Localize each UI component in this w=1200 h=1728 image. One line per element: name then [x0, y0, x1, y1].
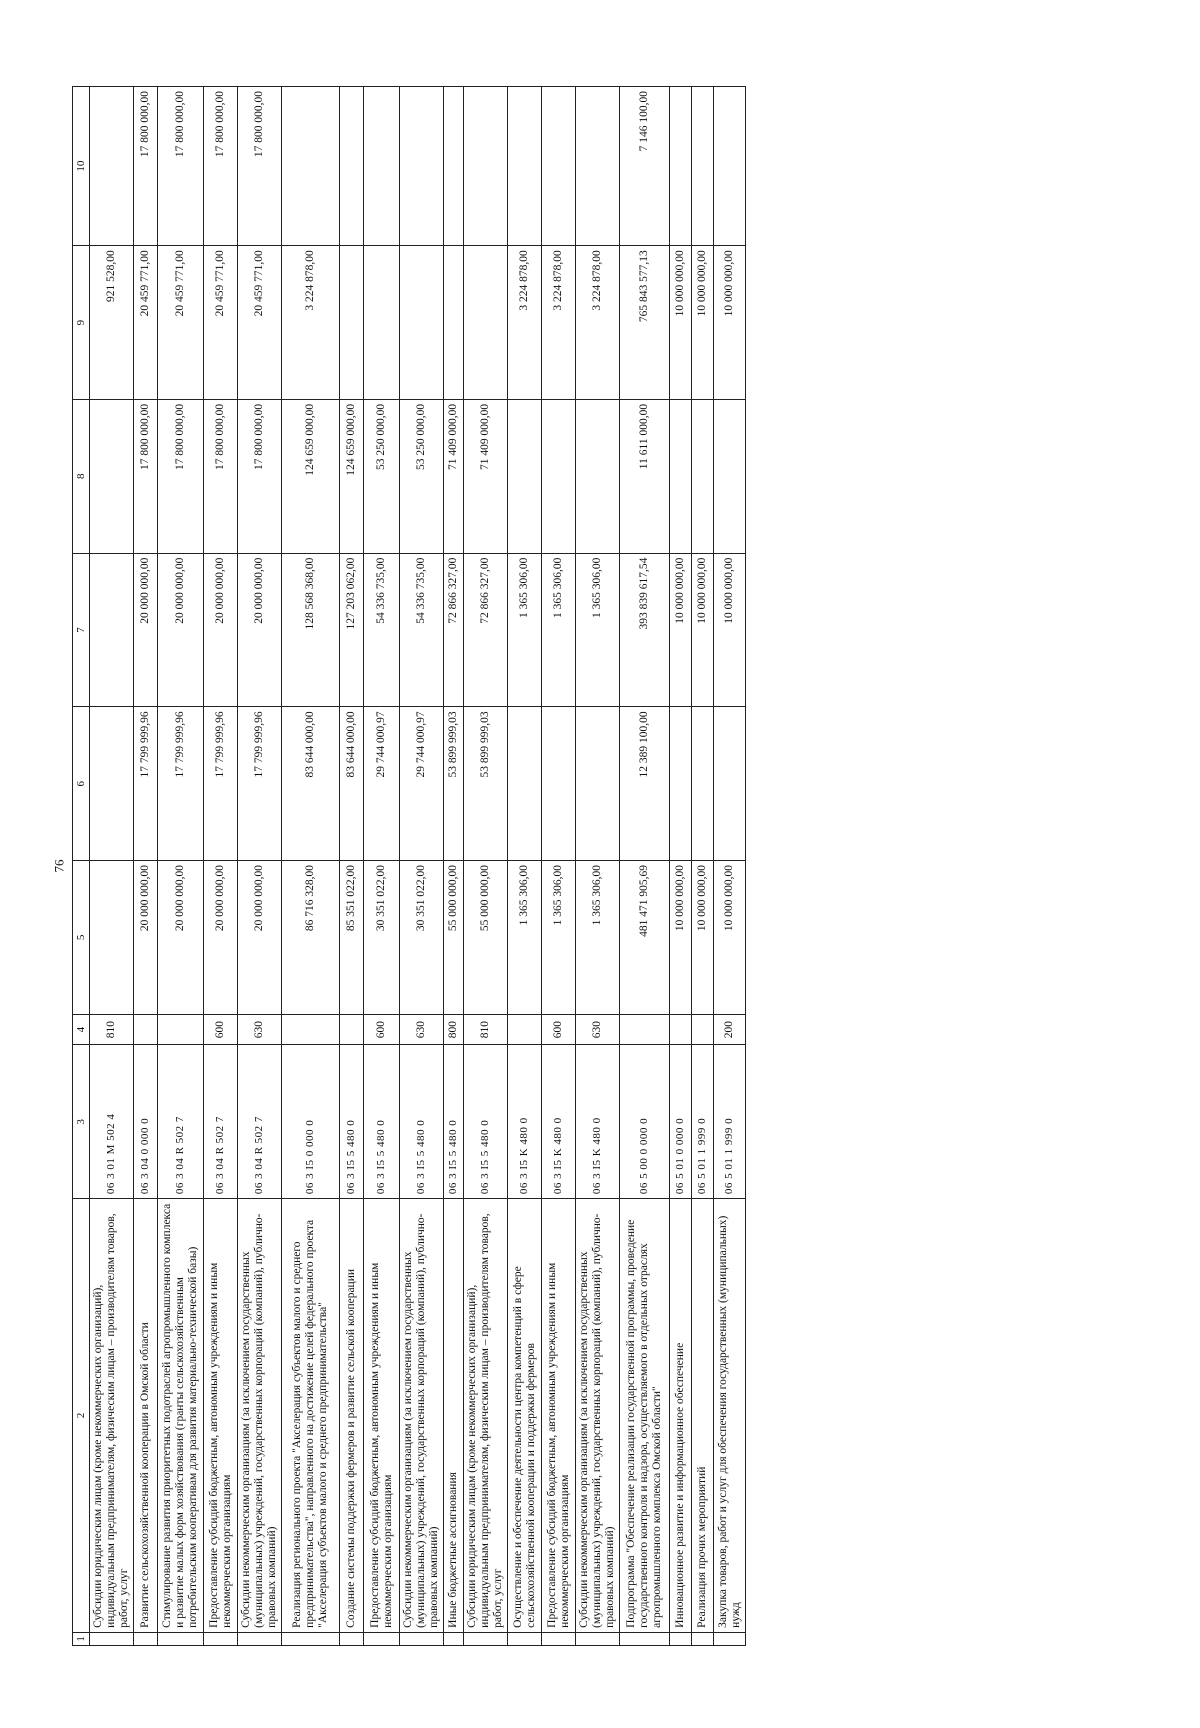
row-vr-cell: 600	[204, 1014, 238, 1045]
row-vr-cell	[620, 1014, 670, 1045]
table-header	[73, 87, 90, 1646]
row-value-6: 17 799 999,96	[134, 707, 158, 861]
row-value-10	[692, 87, 714, 246]
row-value-7: 20 000 000,00	[238, 553, 282, 707]
header-col-1: 1	[73, 1632, 90, 1645]
row-value-9: 3 224 878,00	[282, 246, 340, 400]
row-code-cell: 06 3 I5 5 480 0	[444, 1045, 464, 1199]
row-value-10	[340, 87, 364, 246]
table-row	[444, 87, 464, 1646]
row-value-7: 10 000 000,00	[714, 553, 746, 707]
row-value-7: 20 000 000,00	[134, 553, 158, 707]
row-value-8: 71 409 000,00	[444, 399, 464, 553]
row-value-10	[364, 87, 400, 246]
table-row	[364, 87, 400, 1646]
table-row	[692, 87, 714, 1646]
row-name-cell: Реализация прочих мероприятий	[692, 1199, 714, 1633]
row-value-8	[670, 399, 692, 553]
row-value-7: 10 000 000,00	[670, 553, 692, 707]
row-value-6: 53 899 999,03	[464, 707, 508, 861]
row-name-cell: Инновационное развитие и информационное обеспечение	[670, 1199, 692, 1633]
row-index-cell	[90, 1632, 134, 1645]
row-value-10	[464, 87, 508, 246]
header-col-10: 10	[73, 87, 90, 246]
row-value-6: 29 744 000,97	[364, 707, 400, 861]
row-index-cell	[134, 1632, 158, 1645]
row-index-cell	[238, 1632, 282, 1645]
row-vr-cell: 630	[400, 1014, 444, 1045]
table-row	[282, 87, 340, 1646]
row-vr-cell	[692, 1014, 714, 1045]
row-code-cell: 06 3 01 M 502 4	[90, 1045, 134, 1199]
row-index-cell	[282, 1632, 340, 1645]
row-value-5: 1 365 306,00	[508, 861, 542, 1015]
row-name-cell: Предоставление субсидий бюджетным, автономным учреждениям и иным некоммерческим организациям	[364, 1199, 400, 1633]
row-value-5: 10 000 000,00	[692, 861, 714, 1015]
header-col-5: 5	[73, 861, 90, 1015]
row-code-cell: 06 3 04 R 502 7	[204, 1045, 238, 1199]
row-code-cell: 06 3 04 R 502 7	[238, 1045, 282, 1199]
row-value-8: 17 800 000,00	[204, 399, 238, 553]
row-name-cell: Стимулирование развития приоритетных подотраслей агропромышленного комплекса и развитие малых форм хозяйствования (гранты сельскохозяйственным потребительским кооперативам для развития материально-технической базы)	[158, 1199, 204, 1633]
header-col-2: 2	[73, 1199, 90, 1633]
row-value-6: 12 389 100,00	[620, 707, 670, 861]
row-code-cell: 06 3 I5 5 480 0	[400, 1045, 444, 1199]
row-value-10	[508, 87, 542, 246]
row-index-cell	[158, 1632, 204, 1645]
row-index-cell	[340, 1632, 364, 1645]
row-value-8	[576, 399, 620, 553]
row-value-8: 17 800 000,00	[134, 399, 158, 553]
row-value-6: 29 744 000,97	[400, 707, 444, 861]
row-value-5: 20 000 000,00	[204, 861, 238, 1015]
row-value-10: 7 146 100,00	[620, 87, 670, 246]
row-code-cell: 06 5 01 1 999 0	[714, 1045, 746, 1199]
row-name-cell: Реализация регионального проекта "Акселерация субъектов малого и среднего предпринимательства", направленного на достижение целей федерального проекта "Акселерация субъектов малого и среднего предпринимательства"	[282, 1199, 340, 1633]
row-value-8: 17 800 000,00	[238, 399, 282, 553]
row-code-cell: 06 3 I5 K 480 0	[542, 1045, 576, 1199]
row-value-9: 3 224 878,00	[576, 246, 620, 400]
row-index-cell	[576, 1632, 620, 1645]
row-name-cell: Субсидии юридическим лицам (кроме некоммерческих организаций), индивидуальным предпринимателям, физическим лицам – производителям товаров, работ, услуг	[464, 1199, 508, 1633]
row-index-cell	[670, 1632, 692, 1645]
row-value-10: 17 800 000,00	[158, 87, 204, 246]
row-value-8: 124 659 000,00	[340, 399, 364, 553]
row-value-8: 11 611 000,00	[620, 399, 670, 553]
row-code-cell: 06 3 I5 0 000 0	[282, 1045, 340, 1199]
header-col-8: 8	[73, 399, 90, 553]
row-name-cell: Развитие сельскохозяйственной кооперации в Омской области	[134, 1199, 158, 1633]
row-value-7: 1 365 306,00	[508, 553, 542, 707]
row-value-9	[444, 246, 464, 400]
row-value-5: 20 000 000,00	[134, 861, 158, 1015]
table-row	[576, 87, 620, 1646]
row-value-7: 54 336 735,00	[364, 553, 400, 707]
row-value-10	[542, 87, 576, 246]
row-value-10: 17 800 000,00	[204, 87, 238, 246]
row-name-cell: Иные бюджетные ассигнования	[444, 1199, 464, 1633]
page-number: 76	[51, 859, 67, 873]
row-value-7: 1 365 306,00	[542, 553, 576, 707]
row-value-7: 20 000 000,00	[158, 553, 204, 707]
row-index-cell	[204, 1632, 238, 1645]
row-value-6	[576, 707, 620, 861]
row-value-9: 3 224 878,00	[542, 246, 576, 400]
row-code-cell: 06 5 00 0 000 0	[620, 1045, 670, 1199]
row-value-6	[670, 707, 692, 861]
table-row	[158, 87, 204, 1646]
row-value-5: 55 000 000,00	[444, 861, 464, 1015]
table-row	[238, 87, 282, 1646]
row-code-cell: 06 3 04 0 000 0	[134, 1045, 158, 1199]
table-row	[400, 87, 444, 1646]
row-name-cell: Подпрограмма "Обеспечение реализации государственной программы, проведение государственного контроля и надзора, осуществляемого в отдельных отраслях агропромышленного комплекса Омской области"	[620, 1199, 670, 1633]
row-code-cell: 06 3 I5 5 480 0	[464, 1045, 508, 1199]
row-value-5: 85 351 022,00	[340, 861, 364, 1015]
row-vr-cell	[508, 1014, 542, 1045]
table-row	[464, 87, 508, 1646]
row-code-cell: 06 5 01 0 000 0	[670, 1045, 692, 1199]
row-vr-cell: 200	[714, 1014, 746, 1045]
row-value-9: 20 459 771,00	[158, 246, 204, 400]
header-col-4: 4	[73, 1014, 90, 1045]
row-value-5	[90, 861, 134, 1015]
row-value-7: 10 000 000,00	[692, 553, 714, 707]
row-value-9: 3 224 878,00	[508, 246, 542, 400]
row-value-9: 20 459 771,00	[134, 246, 158, 400]
row-value-9	[364, 246, 400, 400]
table-row	[90, 87, 134, 1646]
row-code-cell: 06 3 I5 5 480 0	[340, 1045, 364, 1199]
row-value-6	[508, 707, 542, 861]
row-value-5: 20 000 000,00	[158, 861, 204, 1015]
row-value-6: 83 644 000,00	[282, 707, 340, 861]
row-value-7: 54 336 735,00	[400, 553, 444, 707]
row-value-8	[692, 399, 714, 553]
row-value-8	[508, 399, 542, 553]
row-value-10	[576, 87, 620, 246]
row-value-5: 30 351 022,00	[364, 861, 400, 1015]
row-index-cell	[400, 1632, 444, 1645]
row-code-cell: 06 5 01 1 999 0	[692, 1045, 714, 1199]
row-value-7: 20 000 000,00	[204, 553, 238, 707]
row-value-5: 10 000 000,00	[670, 861, 692, 1015]
row-value-5: 1 365 306,00	[576, 861, 620, 1015]
row-value-5: 55 000 000,00	[464, 861, 508, 1015]
row-value-9	[464, 246, 508, 400]
row-name-cell: Субсидии юридическим лицам (кроме некоммерческих организаций), индивидуальным предпринимателям, физическим лицам – производителям товаров, работ, услуг	[90, 1199, 134, 1633]
table-body	[90, 87, 746, 1646]
row-value-6	[542, 707, 576, 861]
row-value-10	[444, 87, 464, 246]
row-value-7: 128 568 368,00	[282, 553, 340, 707]
header-col-7: 7	[73, 553, 90, 707]
row-value-8: 124 659 000,00	[282, 399, 340, 553]
row-name-cell: Субсидии некоммерческим организациям (за исключением государственных (муниципальных) учреждений, государственных корпораций (компаний), публично-правовых компаний)	[238, 1199, 282, 1633]
row-vr-cell: 800	[444, 1014, 464, 1045]
row-vr-cell: 600	[542, 1014, 576, 1045]
row-value-10	[400, 87, 444, 246]
row-index-cell	[464, 1632, 508, 1645]
table-row	[670, 87, 692, 1646]
row-name-cell: Закупка товаров, работ и услуг для обеспечения государственных (муниципальных) нужд	[714, 1199, 746, 1633]
header-col-3: 3	[73, 1045, 90, 1199]
row-value-7: 72 866 327,00	[444, 553, 464, 707]
row-value-5: 481 471 905,69	[620, 861, 670, 1015]
row-value-8: 17 800 000,00	[158, 399, 204, 553]
row-name-cell: Предоставление субсидий бюджетным, автономным учреждениям и иным некоммерческим организациям	[542, 1199, 576, 1633]
row-name-cell: Субсидии некоммерческим организациям (за исключением государственных (муниципальных) учреждений, государственных корпораций (компаний), публично-правовых компаний)	[400, 1199, 444, 1633]
row-code-cell: 06 3 I5 K 480 0	[508, 1045, 542, 1199]
row-index-cell	[692, 1632, 714, 1645]
row-value-6: 17 799 999,96	[158, 707, 204, 861]
row-value-8	[90, 399, 134, 553]
table-row	[204, 87, 238, 1646]
row-value-10: 17 800 000,00	[134, 87, 158, 246]
row-vr-cell: 810	[90, 1014, 134, 1045]
row-code-cell: 06 3 I5 K 480 0	[576, 1045, 620, 1199]
row-vr-cell: 600	[364, 1014, 400, 1045]
row-name-cell: Субсидии некоммерческим организациям (за исключением государственных (муниципальных) учреждений, государственных корпораций (компаний), публично-правовых компаний)	[576, 1199, 620, 1633]
row-value-9: 10 000 000,00	[670, 246, 692, 400]
row-value-5: 86 716 328,00	[282, 861, 340, 1015]
row-value-5: 10 000 000,00	[714, 861, 746, 1015]
row-value-6: 17 799 999,96	[204, 707, 238, 861]
row-value-6: 53 899 999,03	[444, 707, 464, 861]
row-value-6	[714, 707, 746, 861]
row-value-9: 10 000 000,00	[692, 246, 714, 400]
row-vr-cell	[158, 1014, 204, 1045]
row-index-cell	[714, 1632, 746, 1645]
table-row	[134, 87, 158, 1646]
row-value-8: 53 250 000,00	[364, 399, 400, 553]
row-vr-cell	[670, 1014, 692, 1045]
row-value-10	[282, 87, 340, 246]
table-row	[542, 87, 576, 1646]
row-value-6	[692, 707, 714, 861]
header-row	[73, 87, 90, 1646]
row-value-9: 20 459 771,00	[204, 246, 238, 400]
row-value-7	[90, 553, 134, 707]
header-col-9: 9	[73, 246, 90, 400]
row-value-7: 393 839 617,54	[620, 553, 670, 707]
row-value-8: 53 250 000,00	[400, 399, 444, 553]
row-value-10: 17 800 000,00	[238, 87, 282, 246]
table-row	[714, 87, 746, 1646]
row-value-5: 20 000 000,00	[238, 861, 282, 1015]
row-value-6	[90, 707, 134, 861]
table-row	[340, 87, 364, 1646]
row-vr-cell: 630	[238, 1014, 282, 1045]
row-value-8	[714, 399, 746, 553]
row-value-10	[90, 87, 134, 246]
budget-table-container	[72, 86, 1040, 1646]
row-value-9: 921 528,00	[90, 246, 134, 400]
budget-table	[72, 86, 746, 1646]
row-value-7: 127 203 062,00	[340, 553, 364, 707]
row-value-9	[340, 246, 364, 400]
row-vr-cell: 630	[576, 1014, 620, 1045]
row-value-6: 17 799 999,96	[238, 707, 282, 861]
row-value-7: 1 365 306,00	[576, 553, 620, 707]
row-value-9	[400, 246, 444, 400]
table-row	[620, 87, 670, 1646]
row-index-cell	[542, 1632, 576, 1645]
row-index-cell	[364, 1632, 400, 1645]
row-index-cell	[444, 1632, 464, 1645]
row-value-5: 1 365 306,00	[542, 861, 576, 1015]
row-name-cell: Предоставление субсидий бюджетным, автономным учреждениям и иным некоммерческим организациям	[204, 1199, 238, 1633]
row-index-cell	[620, 1632, 670, 1645]
row-vr-cell: 810	[464, 1014, 508, 1045]
row-value-10	[670, 87, 692, 246]
row-value-9: 20 459 771,00	[238, 246, 282, 400]
row-vr-cell	[340, 1014, 364, 1045]
row-value-9: 10 000 000,00	[714, 246, 746, 400]
row-name-cell: Осуществление и обеспечение деятельности центра компетенций в сфере сельскохозяйственной кооперации и поддержки фермеров	[508, 1199, 542, 1633]
row-code-cell: 06 3 04 R 502 7	[158, 1045, 204, 1199]
row-vr-cell	[282, 1014, 340, 1045]
row-name-cell: Создание системы поддержки фермеров и развитие сельской кооперации	[340, 1199, 364, 1633]
row-index-cell	[508, 1632, 542, 1645]
row-code-cell: 06 3 I5 5 480 0	[364, 1045, 400, 1199]
row-value-5: 30 351 022,00	[400, 861, 444, 1015]
row-value-9: 765 843 577,13	[620, 246, 670, 400]
row-value-8	[542, 399, 576, 553]
row-value-8: 71 409 000,00	[464, 399, 508, 553]
row-vr-cell	[134, 1014, 158, 1045]
row-value-10	[714, 87, 746, 246]
row-value-6: 83 644 000,00	[340, 707, 364, 861]
table-row	[508, 87, 542, 1646]
header-col-6: 6	[73, 707, 90, 861]
row-value-7: 72 866 327,00	[464, 553, 508, 707]
